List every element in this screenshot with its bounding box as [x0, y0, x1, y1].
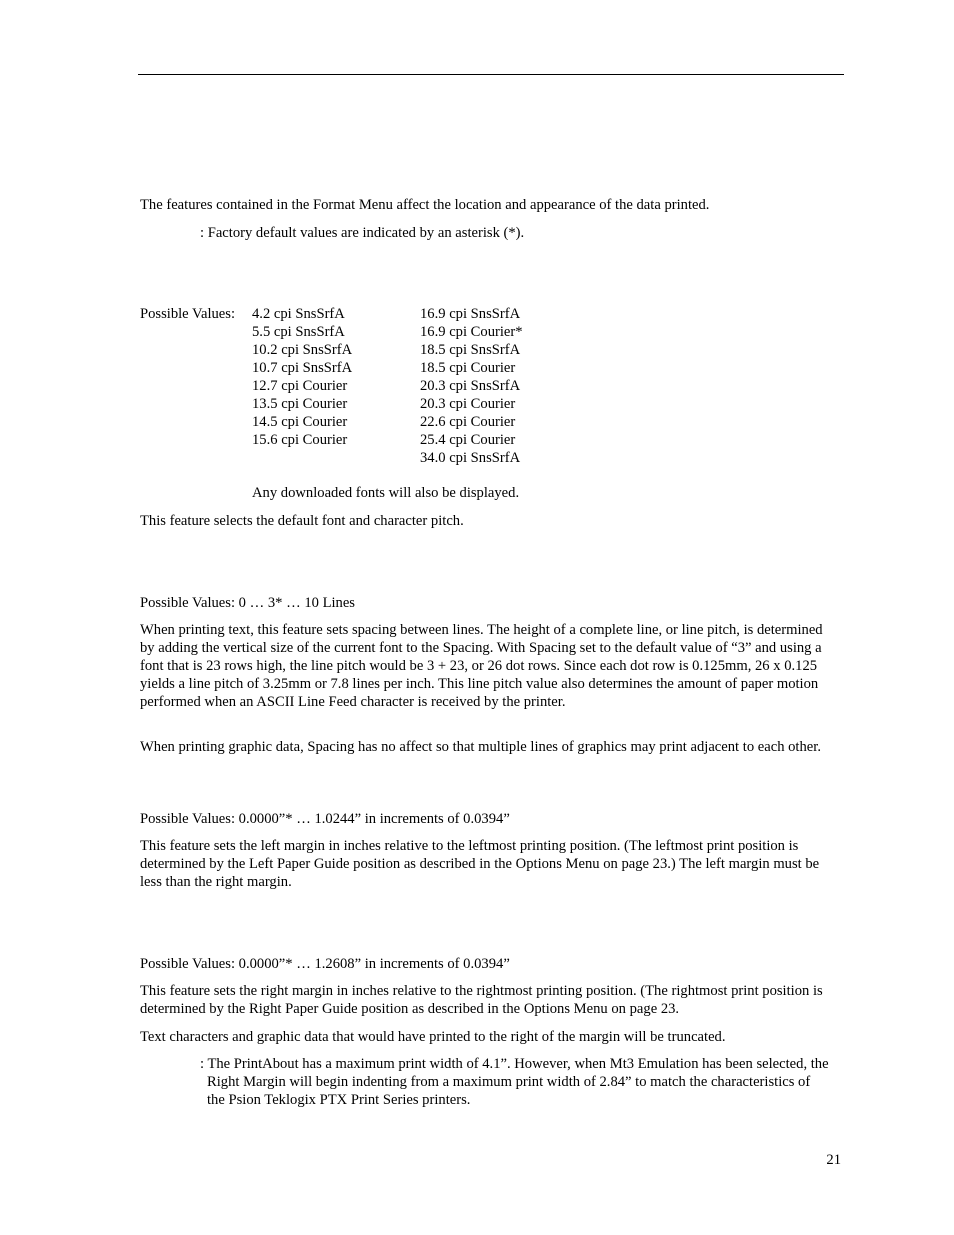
font-value: 4.2 cpi SnsSrfA — [252, 306, 345, 322]
spacing-graphics-note: When printing graphic data, Spacing has no affect so that multiple lines of graphics may print adjacent to each other. — [140, 739, 821, 755]
font-value: 25.4 cpi Courier — [420, 432, 516, 448]
font-value: 10.7 cpi SnsSrfA — [252, 360, 353, 376]
intro-paragraph: The features contained in the Format Menu affect the location and appearance of the data printed. — [140, 197, 710, 213]
header-rule — [138, 74, 844, 75]
downloaded-fonts-note: Any downloaded fonts will also be displayed. — [252, 485, 520, 501]
right-margin-description: This feature sets the right margin in inches relative to the rightmost printing position. (The rightmost print position is determined by the Right Paper Guide position as described in the Options Menu on page 23. — [140, 983, 823, 1017]
font-value: 15.6 cpi Courier — [252, 432, 348, 448]
font-value: 20.3 cpi SnsSrfA — [420, 378, 521, 394]
font-description: This feature selects the default font and character pitch. — [140, 513, 464, 529]
left-margin-description: This feature sets the left margin in inches relative to the leftmost printing position. (The leftmost print position is determined by the Left Paper Guide position as described in the Options Menu on page 23.) The left margin must be less than the right margin. — [140, 838, 820, 890]
spacing-description: When printing text, this feature sets spacing between lines. The height of a complete line, or line pitch, is determined by adding the vertical size of the current font to the Spacing. With Spacing set to the default value of “3” and using a font that is 23 rows high, the line pitch would be 3 + 23, or 26 dot rows. Since each dot row is 0.125mm, 26 x 0.125 yields a line pitch of 3.25mm or 7.8 lines per inch. This line pitch value also determines the amount of paper motion performed when an ASCII Line Feed character is received by the printer. — [140, 622, 823, 710]
font-value: 14.5 cpi Courier — [252, 414, 348, 430]
font-value: 16.9 cpi SnsSrfA — [420, 306, 521, 322]
font-values-label: Possible Values: — [140, 306, 236, 322]
font-value: 10.2 cpi SnsSrfA — [252, 342, 353, 358]
font-value: 34.0 cpi SnsSrfA — [420, 450, 521, 466]
font-value: 22.6 cpi Courier — [420, 414, 516, 430]
left-margin-values: Possible Values: 0.0000”* … 1.0244” in increments of 0.0394” — [140, 811, 510, 827]
font-value: 5.5 cpi SnsSrfA — [252, 324, 345, 340]
page-number: 21 — [826, 1152, 841, 1168]
font-value: 18.5 cpi Courier — [420, 360, 516, 376]
font-value: 13.5 cpi Courier — [252, 396, 348, 412]
right-margin-values: Possible Values: 0.0000”* … 1.2608” in increments of 0.0394” — [140, 956, 510, 972]
font-value: 20.3 cpi Courier — [420, 396, 516, 412]
print-width-note-text: : The PrintAbout has a maximum print width of 4.1”. However, when Mt3 Emulation has been selected, the Right Margin will begin indenting from a maximum print width of 2.84” to match the characteristics of the Psion Teklogix PTX Print Series printers. — [200, 1056, 829, 1108]
font-value: 12.7 cpi Courier — [252, 378, 348, 394]
default-values-note: : Factory default values are indicated by an asterisk (*). — [200, 225, 525, 241]
font-values-column-2 — [420, 305, 523, 467]
spacing-values: Possible Values: 0 … 3* … 10 Lines — [140, 595, 355, 611]
truncation-note: Text characters and graphic data that would have printed to the right of the margin will be truncated. — [140, 1029, 726, 1045]
print-width-note — [200, 1055, 830, 1109]
font-values-column-1 — [252, 305, 352, 449]
font-value: 18.5 cpi SnsSrfA — [420, 342, 521, 358]
font-value: 16.9 cpi Courier* — [420, 324, 523, 340]
